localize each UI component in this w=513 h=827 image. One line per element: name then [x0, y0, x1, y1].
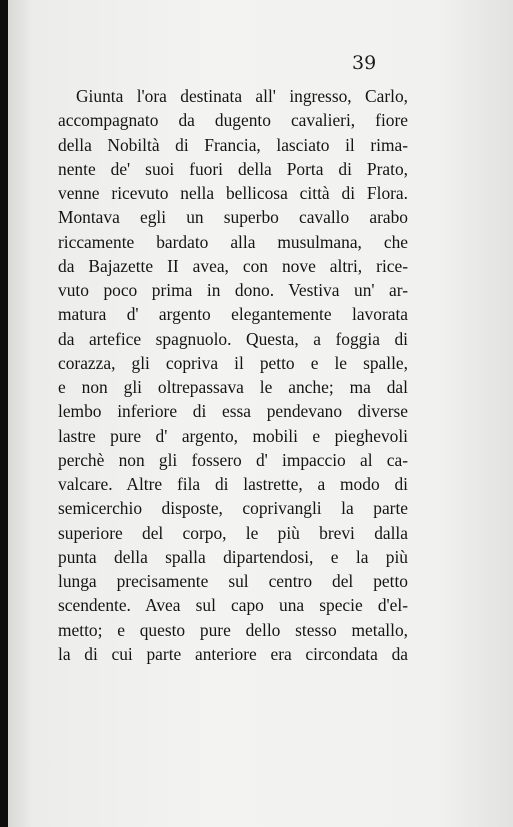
- text-line: da Bajazette II avea, con nove altri, rice-: [58, 255, 408, 276]
- text-line: semicerchio disposte, coprivangli la parte: [58, 498, 408, 519]
- text-line: la di cui parte anteriore era circondata da: [58, 643, 408, 664]
- text-line: perchè non gli fossero d' impaccio al ca-: [58, 449, 408, 470]
- text-line: valcare. Altre fila di lastrette, a modo di: [58, 474, 408, 494]
- text-line: lembo inferiore di essa pendevano diverse: [58, 401, 408, 422]
- text-line: lastre pure d' argento, mobili e pieghevoli: [58, 425, 408, 446]
- text-line: accompagnato da dugento cavalieri, fiore: [58, 110, 408, 131]
- text-line: Giunta l'ora destinata all' ingresso, Carlo,: [76, 86, 408, 106]
- book-page: [8, 0, 513, 827]
- text-line: della Nobiltà di Francia, lasciato il rima-: [58, 134, 408, 155]
- text-line: metto; e questo pure dello stesso metallo,: [58, 619, 408, 640]
- text-line: da artefice spagnuolo. Questa, a foggia di: [58, 328, 408, 349]
- text-line: matura d' argento elegantemente lavorata: [58, 304, 408, 325]
- text-line: Montava egli un superbo cavallo arabo: [58, 207, 408, 228]
- text-line: scendente. Avea sul capo una specie d'el-: [58, 595, 408, 616]
- text-line: punta della spalla dipartendosi, e la più: [58, 546, 408, 567]
- text-line: e non gli oltrepassava le anche; ma dal: [58, 377, 408, 397]
- body-text: [58, 84, 408, 666]
- text-line: superiore del corpo, le più brevi dalla: [58, 522, 408, 543]
- text-line: vuto poco prima in dono. Vestiva un' ar-: [58, 280, 408, 300]
- text-line: nente de' suoi fuori della Porta di Prato,: [58, 158, 408, 179]
- text-line: lunga precisamente sul centro del petto: [58, 571, 408, 591]
- page-number: 39: [352, 52, 377, 74]
- text-line: venne ricevuto nella bellicosa città di Flora.: [58, 183, 408, 203]
- text-line: corazza, gli copriva il petto e le spalle,: [58, 352, 408, 373]
- text-line: riccamente bardato alla musulmana, che: [58, 231, 408, 252]
